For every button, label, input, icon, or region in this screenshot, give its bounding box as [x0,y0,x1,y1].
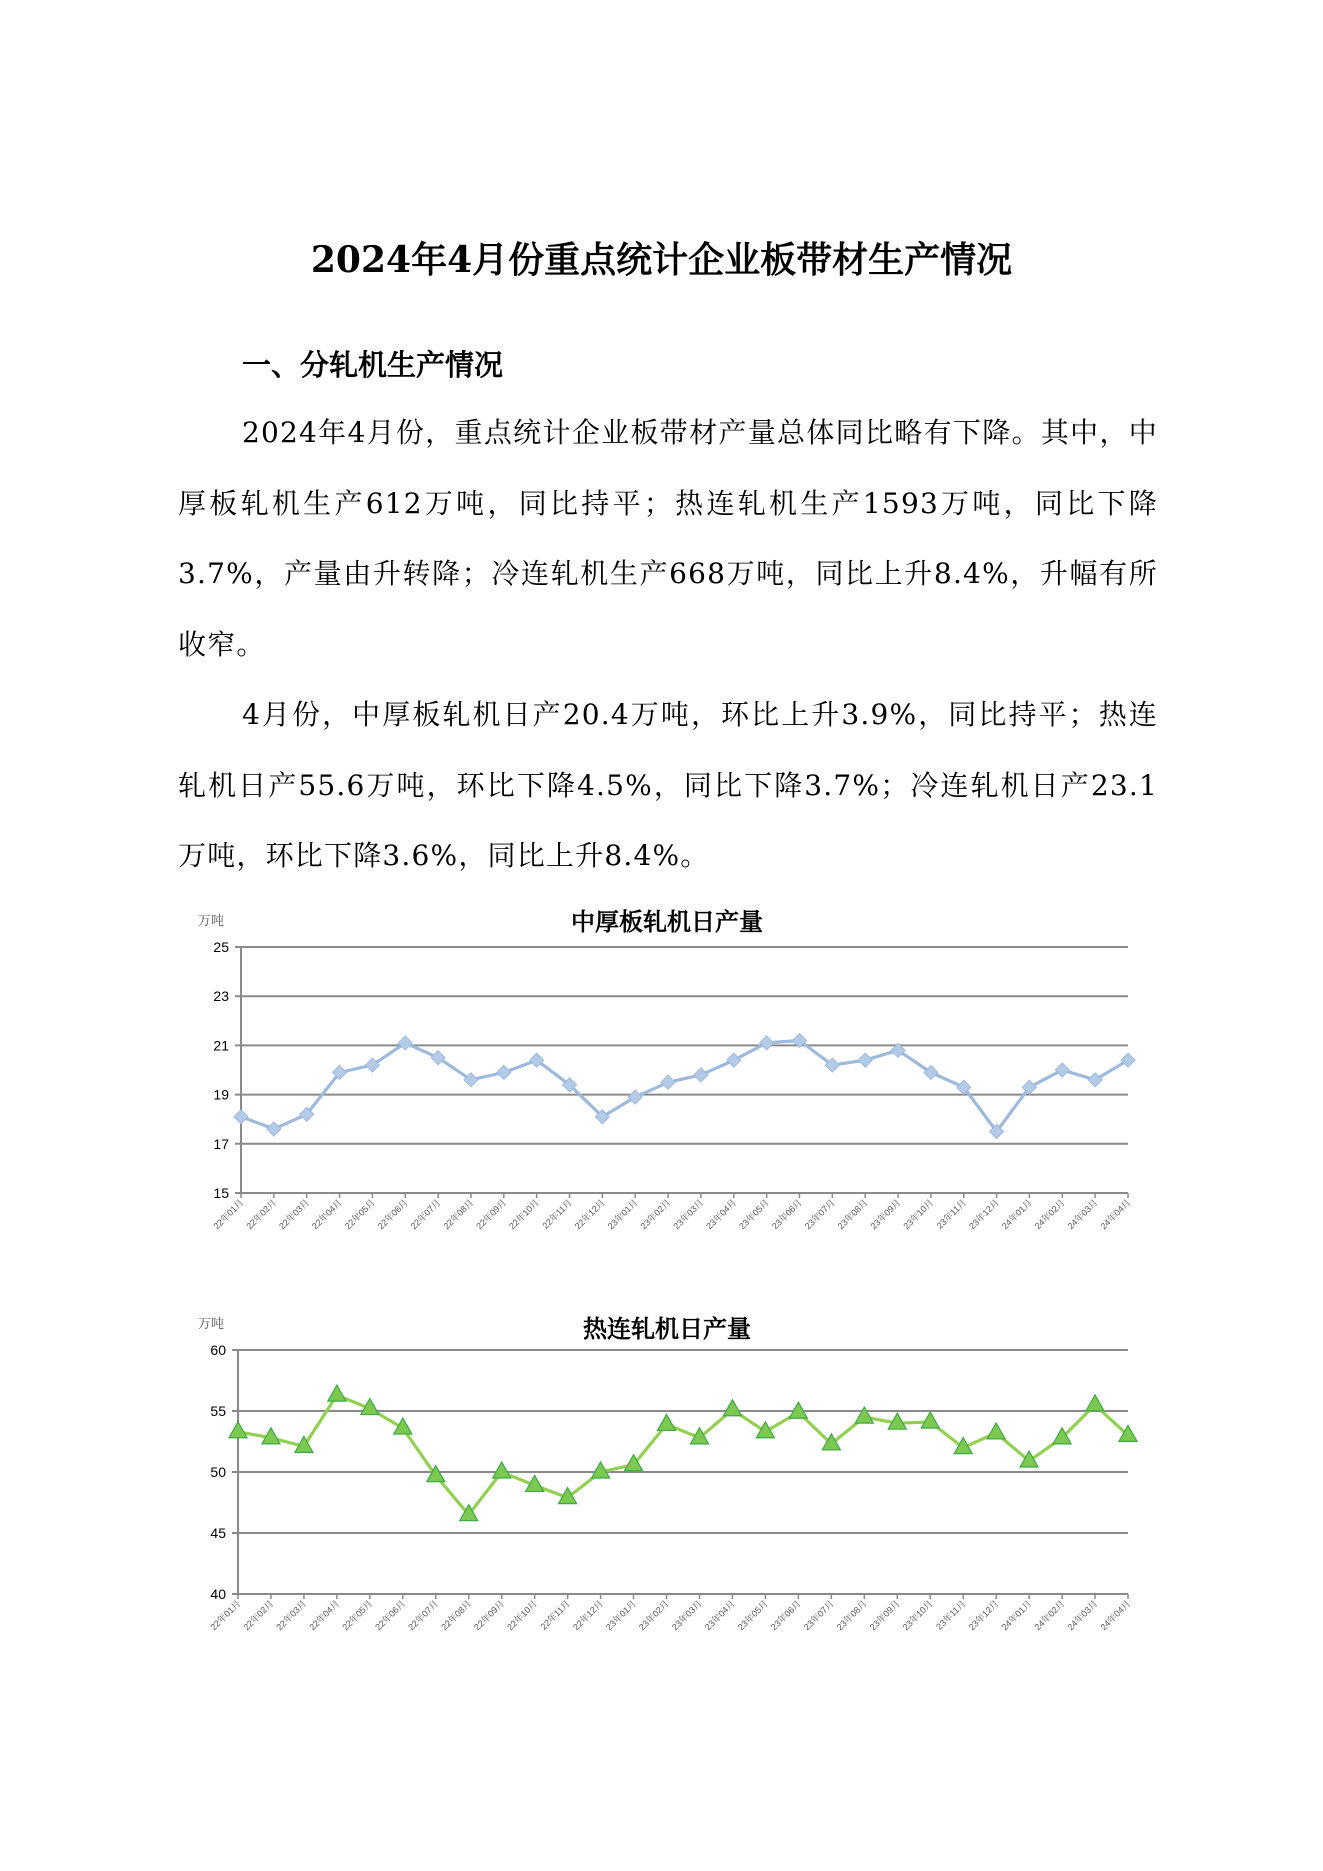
y-axis-unit-label: 万吨 [198,1316,225,1331]
x-tick-label: 23年12月 [967,1197,1002,1232]
x-tick-label: 23年11月 [934,1197,969,1231]
x-tick-label: 23年06月 [768,1598,803,1633]
x-tick-label: 23年08月 [834,1598,869,1633]
x-tick-label: 22年07月 [408,1197,443,1232]
y-tick-label: 21 [213,1037,229,1054]
diamond-marker-icon [661,1075,675,1089]
diamond-marker-icon [497,1065,511,1079]
line-chart-hot-strip [0,1290,1323,1690]
x-tick-label: 23年06月 [769,1197,804,1232]
triangle-marker-icon [1020,1451,1038,1467]
line-chart-medium-plate [0,880,1323,1280]
section-heading: 一、分轧机生产情况 [242,348,504,382]
diamond-marker-icon [694,1068,708,1082]
x-tick-label: 22年09月 [474,1197,509,1232]
x-tick-label: 22年07月 [406,1598,441,1633]
diamond-marker-icon [727,1053,741,1067]
x-tick-label: 24年03月 [1065,1197,1100,1232]
x-tick-label: 24年04月 [1098,1598,1133,1633]
x-tick-label: 22年10月 [507,1197,542,1232]
x-tick-label: 22年09月 [472,1598,507,1633]
y-tick-label: 15 [213,1185,229,1201]
x-tick-label: 23年09月 [867,1598,902,1633]
diamond-marker-icon [1055,1063,1069,1077]
paragraph-daily-output: 4月份，中厚板轧机日产20.4万吨，环比上升3.9%，同比持平；热连轧机日产55.6万吨，环比下降4.5%，同比下降3.7%；冷连轧机日产23.1万吨，环比下降3.6%，同比上升8.4%。 [178,698,1158,872]
x-tick-label: 24年02月 [1032,1197,1067,1232]
x-tick-label: 23年07月 [802,1197,837,1232]
triangle-marker-icon [921,1412,939,1428]
x-tick-label: 22年01月 [211,1197,246,1232]
chart-title: 热连轧机日产量 [583,1314,751,1343]
x-tick-label: 23年10月 [901,1197,936,1232]
y-tick-label: 45 [210,1525,226,1541]
x-tick-label: 22年01月 [208,1598,243,1633]
x-tick-label: 22年06月 [373,1598,408,1633]
x-tick-label: 23年11月 [934,1598,968,1632]
x-tick-label: 22年04月 [307,1598,342,1633]
x-tick-label: 23年05月 [737,1197,772,1232]
y-tick-label: 23 [213,988,229,1005]
chart-title: 中厚板轧机日产量 [571,907,763,936]
x-tick-label: 23年05月 [735,1598,770,1633]
x-tick-label: 22年12月 [572,1197,607,1232]
x-tick-label: 23年04月 [704,1197,739,1232]
chart-hot-strip-daily-output [0,1290,1323,1694]
triangle-marker-icon [855,1407,873,1423]
x-tick-label: 24年04月 [1098,1197,1133,1232]
y-tick-label: 55 [210,1403,226,1419]
x-tick-label: 23年01月 [605,1197,640,1232]
document-title: 2024年4月份重点统计企业板带材生产情况 [310,239,1013,281]
y-tick-label: 40 [210,1586,226,1602]
x-tick-label: 23年04月 [702,1598,737,1633]
triangle-marker-icon [987,1423,1005,1439]
x-tick-label: 22年06月 [375,1197,410,1232]
x-tick-label: 22年11月 [540,1197,574,1231]
x-tick-label: 23年12月 [966,1598,1001,1633]
x-tick-label: 22年05月 [342,1197,377,1232]
x-tick-label: 23年01月 [604,1598,638,1633]
y-tick-label: 50 [210,1464,226,1480]
x-tick-label: 22年12月 [571,1598,606,1633]
y-tick-label: 19 [213,1086,229,1103]
data-series-line [241,1041,1128,1132]
diamond-marker-icon [858,1053,872,1067]
y-tick-label: 17 [213,1135,229,1152]
diamond-marker-icon [760,1036,774,1050]
x-tick-label: 24年03月 [1065,1598,1100,1633]
x-tick-label: 22年02月 [241,1598,276,1633]
diamond-marker-icon [1088,1073,1102,1087]
y-axis-unit-label: 万吨 [198,913,225,928]
x-tick-label: 22年05月 [340,1598,375,1633]
x-tick-label: 22年02月 [244,1197,279,1232]
triangle-marker-icon [723,1400,741,1416]
diamond-marker-icon [234,1110,248,1124]
diamond-marker-icon [1121,1053,1135,1067]
x-tick-label: 23年10月 [900,1598,935,1633]
diamond-marker-icon [267,1122,281,1136]
x-tick-label: 23年08月 [835,1197,870,1232]
x-tick-label: 23年03月 [669,1598,704,1633]
triangle-marker-icon [1086,1395,1104,1411]
triangle-marker-icon [229,1422,247,1438]
x-tick-label: 23年09月 [868,1197,903,1232]
x-tick-label: 22年04月 [310,1197,344,1232]
paragraph-production-summary: 2024年4月份，重点统计企业板带材产量总体同比略有下降。其中，中厚板轧机生产612万吨，同比持平；热连轧机生产1593万吨，同比下降3.7%，产量由升转降；冷连轧机生产668万吨，同比上升8.4%，升幅有所收窄。 [178,416,1158,661]
x-tick-label: 23年07月 [801,1598,836,1633]
x-tick-label: 24年01月 [999,1197,1034,1232]
x-tick-label: 22年08月 [441,1197,476,1232]
x-tick-label: 22年03月 [274,1598,309,1633]
triangle-marker-icon [493,1462,511,1478]
diamond-marker-icon [628,1090,642,1104]
x-tick-label: 22年10月 [505,1598,540,1633]
y-tick-label: 25 [213,939,229,955]
y-tick-label: 60 [210,1342,226,1358]
chart-medium-plate-daily-output [0,880,1323,1284]
x-tick-label: 22年08月 [439,1598,474,1633]
x-tick-label: 23年02月 [638,1197,673,1232]
x-tick-label: 23年03月 [671,1197,706,1232]
triangle-marker-icon [328,1385,346,1401]
x-tick-label: 24年01月 [999,1598,1034,1633]
x-tick-label: 23年02月 [636,1598,671,1633]
triangle-marker-icon [658,1414,676,1430]
x-tick-label: 24年02月 [1032,1598,1067,1633]
x-tick-label: 22年11月 [538,1598,573,1632]
x-tick-label: 22年03月 [277,1197,312,1232]
